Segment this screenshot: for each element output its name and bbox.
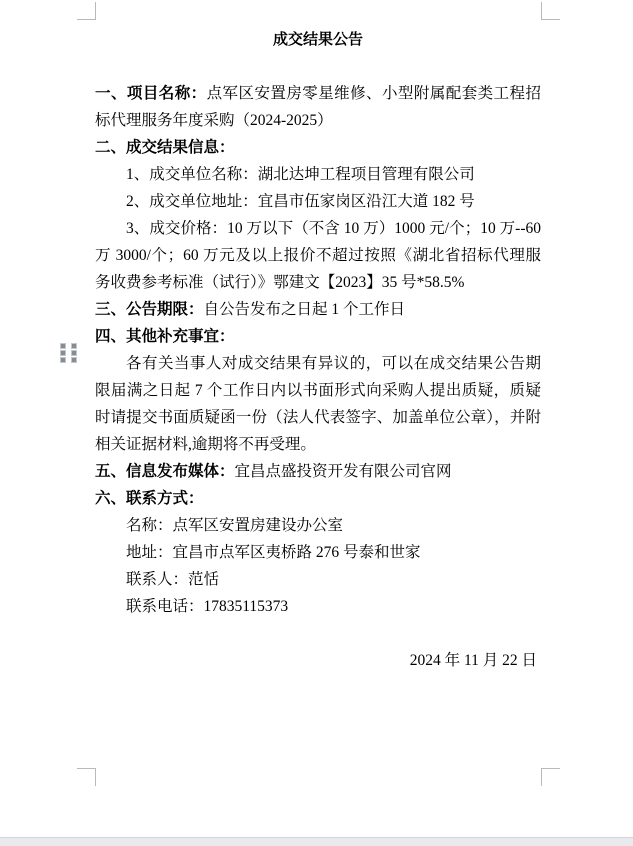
paragraph-text: 2、成交单位地址：宜昌市伍家岗区沿江大道 182 号 — [126, 193, 475, 210]
text-boundary-mark-bottom-left — [77, 768, 96, 786]
text-boundary-mark-top-left — [77, 2, 96, 20]
text-boundary-mark-bottom-right — [541, 768, 560, 786]
paragraph-text: 宜昌点盛投资开发有限公司官网 — [234, 463, 452, 480]
section-label: 六、联系方式： — [95, 490, 204, 507]
paragraph-publish-media — [95, 458, 541, 485]
paragraph-text: 联系人：范恬 — [126, 571, 220, 588]
paragraph-contact-phone — [95, 593, 541, 620]
paragraph-text: 联系电话：17835115373 — [126, 598, 289, 615]
paragraph-objection-procedure — [95, 350, 541, 458]
paragraph-contact-address — [95, 539, 541, 566]
document-body — [95, 20, 541, 674]
handle-dot — [61, 351, 65, 355]
paragraph-result-info-heading — [95, 134, 541, 161]
handle-dot — [72, 344, 76, 348]
paragraph-announcement-period — [95, 296, 541, 323]
paragraph-text: 自公告发布之日起 1 个工作日 — [203, 301, 406, 318]
handle-dot — [61, 358, 65, 362]
paragraph-text: 名称：点军区安置房建设办公室 — [126, 517, 344, 534]
paragraph-other-matters-heading — [95, 323, 541, 350]
document-date: 2024 年 11 月 22 日 — [409, 652, 537, 669]
section-label: 一、项目名称： — [95, 85, 207, 102]
section-label: 三、公告期限： — [95, 301, 204, 318]
document-title: 成交结果公告 — [272, 32, 363, 48]
section-label: 二、成交结果信息： — [95, 139, 235, 156]
paragraph-price — [95, 215, 541, 296]
text-boundary-mark-top-right — [541, 2, 560, 20]
handle-dot — [61, 344, 65, 348]
handle-dot — [72, 351, 76, 355]
handle-dot — [72, 358, 76, 362]
paragraph-contact-heading — [95, 485, 541, 512]
paragraph-text: 点军区安置房零星维修、小型附属配套类工程招标代理服务年度采购（2024-2025） — [95, 85, 541, 129]
section-label: 四、其他补充事宜： — [95, 328, 235, 345]
paragraph-winner-name — [95, 161, 541, 188]
paragraph-text: 各有关当事人对成交结果有异议的，可以在成交结果公告期限届满之日起 7 个工作日内以书面形式向采购人提出质疑，质疑时请提交书面质疑函一份（法人代表签字、加盖单位公章），并附相关证据材料,逾期将不再受理。 — [95, 355, 541, 453]
paragraph-text: 3、成交价格：10 万以下（不含 10 万）1000 元/个；10 万--60 万 3000/个；60 万元及以上报价不超过按照《湖北省招标代理服务收费参考标准（试行）》鄂建文【2023】35 号*58.5% — [95, 220, 541, 291]
canvas-bottom-edge — [0, 837, 633, 846]
paragraph-text: 地址：宜昌市点军区夷桥路 276 号泰和世家 — [126, 544, 421, 561]
section-label: 五、信息发布媒体： — [95, 463, 235, 480]
drag-handle-dots[interactable] — [61, 344, 76, 362]
paragraph-contact-person — [95, 566, 541, 593]
paragraph-winner-address — [95, 188, 541, 215]
paragraph-project-name — [95, 80, 541, 134]
paragraph-text: 1、成交单位名称：湖北达坤工程项目管理有限公司 — [126, 166, 475, 183]
paragraph-contact-org — [95, 512, 541, 539]
